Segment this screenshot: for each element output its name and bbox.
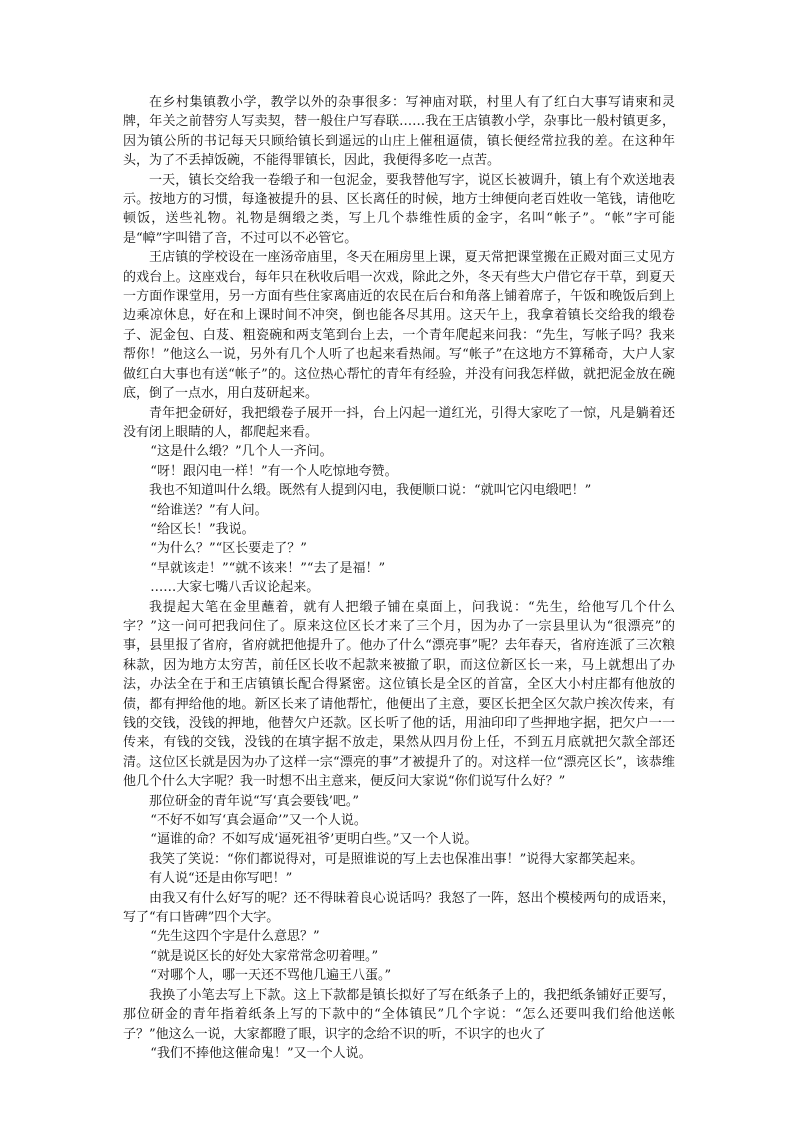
dialog-line: “这是什么缎？”几个人一齐问。 [150,444,333,460]
paragraph: 一天，镇长交给我一卷缎子和一包泥金，要我替他写字，说区长被调升，镇上有个欢送地表示。按地方的习惯，每逢被提升的县、区长离任的时候，地方士绅便向老百姓收一笔钱，请他吃顿饭，送些礼物。礼物是绸缎之类，写上几个恭维性质的金字，名叫“帐子”。“帐”字可能是“幛”字叫错了音，不过可以不必管它。 [123,172,675,246]
paragraph: 我提起大笔在金里蘸着，就有人把缎子铺在桌面上，问我说：“先生，给他写几个什么字？”这一问可把我问住了。原来这位区长才来了三个月，因为办了一宗县里认为“很漂亮”的事，县里报了省府，省府就把他提升了。他办了什么“漂亮事”呢？去年春天，省府连派了三次粮秣款，因为地方太穷苦，前任区长收不起款来被撤了职，而这位新区长一来，马上就想出了办法，办法全在于和王店镇镇长配合得紧密。这位镇长是全区的首富，全区大小村庄都有他放的债，都有押给他的地。新区长来了请他帮忙，他便出了主意，要区长把全区欠款户挨次传来，有钱的交钱，没钱的押地，他替欠户还款。区长听了他的话，用油印印了些押地字据，把欠户一一传来，有钱的交钱，没钱的在填字据不放走，果然从四月份上任，不到五月底就把欠款全部还清。这位区长就是因为办了这样一宗“漂亮的事”才被提升了的。对这样一位“漂亮区长”，该恭维他几个什么大字呢？我一时想不出主意来，便反问大家说“你们说写什么好？” [123,599,675,790]
dialog-line: “给谁送？”有人问。 [150,502,268,518]
paragraph: 青年把金研好，我把缎卷子展开一抖，台上闪起一道红光，引得大家吃了一惊，凡是躺着还没有闭上眼睛的人，都爬起来看。 [123,405,675,440]
dialog-line: “先生这四个字是什么意思？” [150,929,320,945]
dialog-line: “对哪个人，哪一天还不骂他几遍王八蛋。” [150,968,392,984]
story-text [123,93,675,1063]
paragraph: 在乡村集镇教小学，教学以外的杂事很多：写神庙对联，村里人有了红白大事写请柬和灵牌，年关之前替穷人写卖契，替一般住户写春联……我在王店镇教小学，杂事比一般村镇更多，因为镇公所的书记每天只顾给镇长到遥远的山庄上催租逼债，镇长便经常拉我的差。在这种年头，为了不丢掉饭碗，不能得罪镇长，因此，我便得多吃一点苦。 [123,95,675,169]
paragraph: 我也不知道叫什么缎。既然有人提到闪电，我便顺口说：“就叫它闪电缎吧！” [149,483,592,499]
paragraph: 有人说“还是由你写吧！” [149,871,293,887]
dialog-line: “给区长！”我说。 [150,521,255,537]
paragraph: 那位研金的青年说“写‘真会要钱’吧。” [149,793,360,809]
paragraph: 我换了小笔去写上下款。这上下款都是镇长拟好了写在纸条子上的，我把纸条铺好正要写，那位研金的青年指着纸条上写的下款中的“全体镇民”几个字说：“怎么还要叫我们给他送帐子？”他这么一说，大家都瞪了眼，识字的念给不识的听，不识字的也火了 [123,987,675,1042]
dialog-line: ……大家七嘴八舌议论起来。 [150,580,320,596]
dialog-line: “为什么？”“区长要走了？” [150,541,307,557]
paragraph: 由我又有什么好写的呢？还不得昧着良心说话吗？我怒了一阵，怒出个模棱两句的成语来，写了“有口皆碑”四个大字。 [123,890,675,926]
paragraph: 我笑了笑说：“你们都说得对，可是照谁说的写上去也保准出事！”说得大家都笑起来。 [149,851,644,867]
paragraph: 王店镇的学校设在一座汤帝庙里，冬天在厢房里上课，夏天常把课堂搬在正殿对面三丈见方的戏台上。这座戏台，每年只在秋收后唱一次戏，除此之外，冬天有些大户借它存干草，到夏天一方面作课堂用，另一方面有些住家离庙近的农民在后台和角落上铺着席子，午饭和晚饭后到上边乘凉休息，好在和上课时间不冲突，倒也能各尽其用。这天午上，我拿着镇长交给我的缎卷子、泥金包、白芨、粗瓷碗和两支笔到台上去，一个青年爬起来问我：“先生，写帐子吗？我来帮你！”他这么一说，另外有几个人听了也起来看热闹。写“帐子”在这地方不算稀奇，大户人家做红白大事也有送“帐子”的。这位热心帮忙的青年有经验，并没有问我怎样做，就把泥金放在碗底，倒了一点水，用白芨研起来。 [123,250,675,402]
dialog-line: “呀！跟闪电一样！”有一个人吃惊地夸赞。 [150,463,398,479]
dialog-line: “早就该走！”“就不该来！”“去了是福！” [150,560,386,576]
dialog-line: “我们不捧他这催命鬼！”又一个人说。 [150,1045,372,1061]
dialog-line: “不好不如写‘真会逼命’”又一个人说。 [150,813,367,829]
dialog-line: “就是说区长的好处大家常常念叨着哩。” [150,948,379,964]
dialog-line: “逼谁的命？不如写成‘逼死祖爷’更明白些。”又一个人说。 [150,832,478,848]
